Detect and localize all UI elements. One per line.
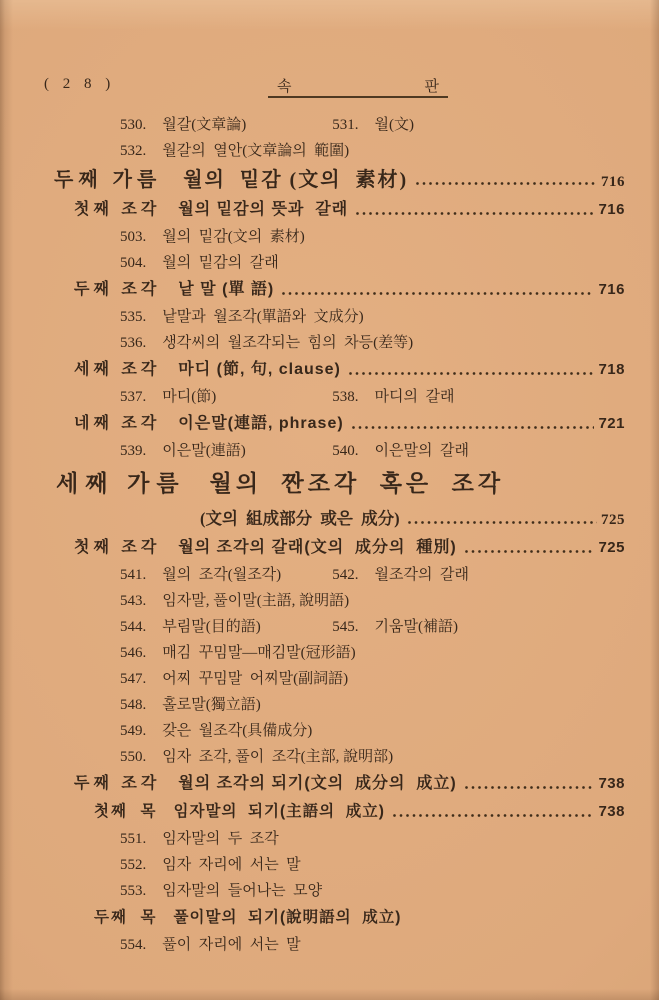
item-text: 풀이 자리에 서는 말	[162, 937, 301, 953]
item-number: 550.	[120, 749, 147, 765]
section-title: 월의 짠조각 혹은 조각	[209, 471, 505, 496]
page-ref: 716	[598, 281, 625, 298]
item-number: 554.	[120, 937, 147, 953]
item-number: 504.	[120, 255, 147, 271]
item-number: 551.	[120, 831, 147, 847]
item-text: 임자말의 들어나는 모양	[162, 883, 323, 899]
toc-line	[0, 410, 659, 438]
page-ref: 718	[598, 361, 625, 378]
toc-line	[0, 640, 659, 666]
toc-line	[0, 504, 659, 534]
item-number: 552.	[120, 857, 147, 873]
page-ref: 721	[598, 415, 625, 432]
toc-line	[0, 826, 659, 852]
section-title: 월의 밑감 (文의 素材)	[183, 169, 409, 191]
item-text: 월갈(文章論)	[162, 117, 247, 133]
toc-line	[0, 196, 659, 224]
section-label: 두째 조각	[74, 775, 161, 792]
item-number: 541.	[120, 567, 147, 583]
section-label: 두째 가름	[54, 169, 162, 191]
toc-line	[0, 534, 659, 562]
item-text: 홀로말(獨立語)	[162, 697, 261, 713]
page-ref: 716	[598, 201, 625, 218]
toc-line	[0, 330, 659, 356]
item-number: 538.	[332, 389, 359, 405]
toc-line	[0, 164, 659, 196]
item-text: 월조각의 갈래	[374, 567, 469, 583]
item-number: 547.	[120, 671, 147, 687]
toc-line	[0, 138, 659, 164]
toc-line	[0, 692, 659, 718]
item-text: 부림말(目的語)	[162, 619, 261, 635]
item-text: 월(文)	[374, 117, 414, 133]
running-head-right: 판	[424, 79, 439, 95]
section-title: 이은말(連語, phrase)	[178, 415, 344, 432]
section-label: 첫째 목	[94, 803, 158, 820]
toc-line	[0, 250, 659, 276]
toc-line	[0, 384, 659, 410]
running-head	[268, 74, 448, 98]
section-title: 마디 (節, 句, clause)	[178, 361, 341, 378]
item-text: 이은말(連語)	[162, 443, 246, 459]
item-text: 마디(節)	[162, 389, 217, 405]
toc-line	[0, 744, 659, 770]
toc-line	[0, 878, 659, 904]
item-text: 이은말의 갈래	[374, 443, 469, 459]
section-label: 네째 조각	[74, 415, 161, 432]
item-number: 540.	[332, 443, 359, 459]
item-text: 기움말(補語)	[374, 619, 458, 635]
page-ref: 738	[598, 803, 625, 820]
item-text: 매김 꾸밈말—매김말(冠形語)	[162, 645, 356, 661]
toc-line	[0, 562, 659, 588]
item-text: 어찌 꾸밈말 어찌말(副詞語)	[162, 671, 349, 687]
item-number: 539.	[120, 443, 147, 459]
page-ref: 725	[601, 512, 625, 528]
toc-line	[0, 464, 659, 504]
item-number: 549.	[120, 723, 147, 739]
section-title: 풀이말의 되기(說明語의 成立)	[173, 909, 402, 926]
page-header	[0, 76, 659, 102]
toc-list	[0, 112, 659, 958]
item-text: 월갈의 열안(文章論의 範圍)	[162, 143, 350, 159]
toc-line	[0, 718, 659, 744]
section-label: 두째 조각	[74, 281, 161, 298]
section-title: 월의 밑감의 뜻과 갈래	[178, 201, 349, 218]
section-title: (文의 組成部分 或은 成分)	[200, 509, 400, 528]
item-number: 503.	[120, 229, 147, 245]
section-label: 세째 조각	[74, 361, 161, 378]
page-ref: 738	[598, 775, 625, 792]
item-number: 535.	[120, 309, 147, 325]
toc-line	[0, 614, 659, 640]
item-text: 월의 밑감(文의 素材)	[162, 229, 305, 245]
toc-line	[0, 304, 659, 330]
toc-line	[0, 798, 659, 826]
item-number: 531.	[332, 117, 359, 133]
item-text: 임자 조각, 풀이 조각(主部, 說明部)	[162, 749, 394, 765]
item-text: 마디의 갈래	[374, 389, 455, 405]
item-text: 생각씨의 월조각되는 힘의 차등(差等)	[162, 335, 414, 351]
item-number: 544.	[120, 619, 147, 635]
section-label: 첫째 조각	[74, 539, 161, 556]
item-text: 임자말의 두 조각	[162, 831, 279, 847]
toc-line	[0, 770, 659, 798]
page-number: ( 2 8 )	[44, 76, 116, 92]
leader-dots	[408, 521, 597, 524]
item-number: 542.	[332, 567, 359, 583]
item-text: 갖은 월조각(具備成分)	[162, 723, 313, 739]
toc-line	[0, 666, 659, 692]
item-text: 임자말, 풀이말(主語, 說明語)	[162, 593, 350, 609]
leader-dots	[416, 182, 597, 185]
section-label: 두째 목	[94, 909, 158, 926]
leader-dots	[349, 372, 595, 375]
toc-line	[0, 852, 659, 878]
item-text: 낱말과 월조각(單語와 文成分)	[162, 309, 364, 325]
item-number: 536.	[120, 335, 147, 351]
item-number: 543.	[120, 593, 147, 609]
item-number: 530.	[120, 117, 147, 133]
section-label: 세째 가름	[56, 471, 186, 496]
item-text: 월의 조각(월조각)	[162, 567, 282, 583]
toc-line	[0, 224, 659, 250]
toc-line	[0, 932, 659, 958]
leader-dots	[352, 426, 595, 429]
leader-dots	[282, 292, 594, 295]
toc-line	[0, 588, 659, 614]
toc-line	[0, 276, 659, 304]
section-label: 첫째 조각	[74, 201, 161, 218]
section-title: 낱 말 (單 語)	[178, 281, 275, 298]
section-title: 월의 조각의 갈래(文의 成分의 種別)	[178, 539, 457, 556]
item-number: 548.	[120, 697, 147, 713]
section-title: 임자말의 되기(主語의 成立)	[173, 803, 385, 820]
item-number: 553.	[120, 883, 147, 899]
item-text: 임자 자리에 서는 말	[162, 857, 301, 873]
leader-dots	[465, 550, 595, 553]
leader-dots	[465, 786, 595, 789]
toc-line	[0, 356, 659, 384]
section-title: 월의 조각의 되기(文의 成分의 成立)	[178, 775, 457, 792]
toc-line	[0, 904, 659, 932]
item-number: 532.	[120, 143, 147, 159]
item-text: 월의 밑감의 갈래	[162, 255, 279, 271]
leader-dots	[356, 212, 594, 215]
page-ref: 725	[598, 539, 625, 556]
toc-line	[0, 438, 659, 464]
leader-dots	[393, 814, 595, 817]
item-number: 537.	[120, 389, 147, 405]
running-head-left: 속	[277, 79, 292, 95]
page-ref: 716	[601, 174, 625, 190]
toc-line	[0, 112, 659, 138]
item-number: 545.	[332, 619, 359, 635]
item-number: 546.	[120, 645, 147, 661]
